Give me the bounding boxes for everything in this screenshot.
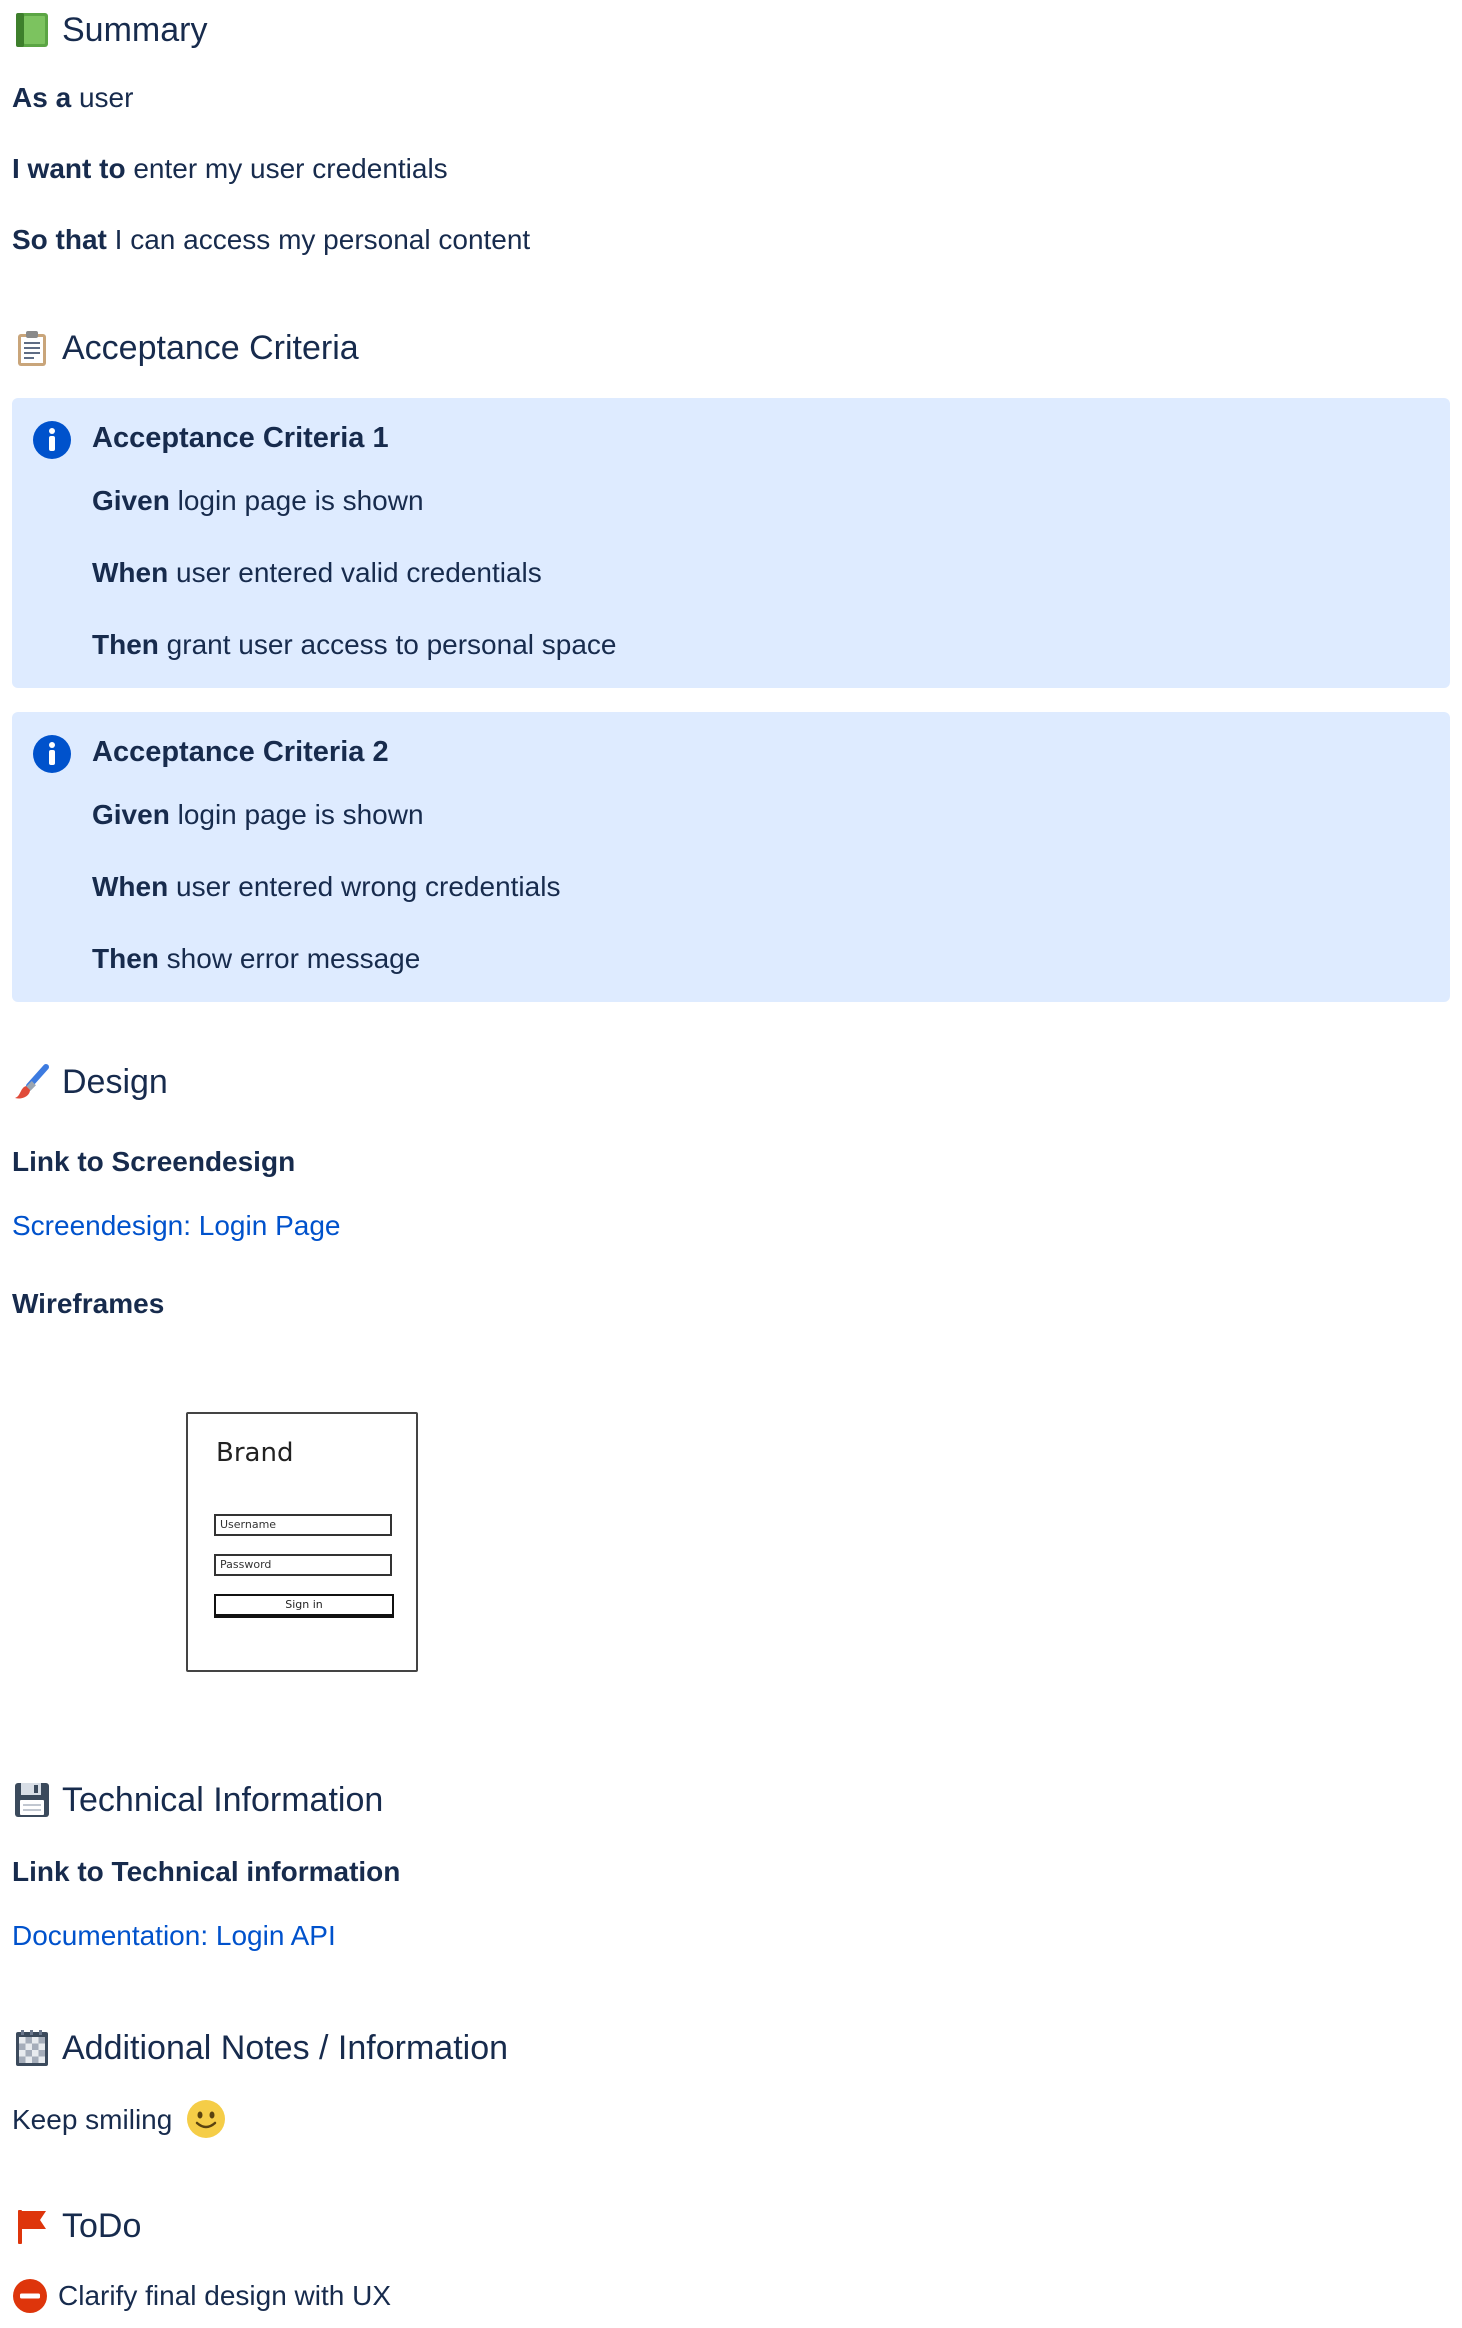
design-heading: [12, 1062, 168, 1102]
i-want-to-line: [12, 151, 448, 187]
given-value: login page is shown: [177, 485, 424, 516]
link-to-technical-information-heading: Link to Technical information: [12, 1856, 401, 1887]
red-flag-icon: [12, 2206, 52, 2246]
wireframe-password-field: Password: [214, 1554, 392, 1576]
given-line: [92, 483, 424, 519]
todo-item: [12, 2278, 391, 2314]
when-line: [92, 869, 560, 905]
then-label: Then: [92, 943, 159, 974]
wireframe-signin-button: Sign in: [214, 1594, 394, 1618]
summary-heading-text: Summary: [62, 11, 208, 49]
summary-heading: [12, 10, 207, 50]
minus-circle-icon: [12, 2278, 48, 2314]
technical-information-heading: [12, 1780, 383, 1820]
todo-item-text: Clarify final design with UX: [58, 2280, 392, 2311]
additional-notes-heading-text: Additional Notes / Information: [62, 2029, 509, 2067]
screendesign-login-page-link[interactable]: Screendesign: Login Page: [12, 1210, 341, 1241]
i-want-to-label: I want to: [12, 153, 126, 184]
todo-heading: [12, 2206, 141, 2246]
given-line: [92, 797, 424, 833]
keep-smiling-line: [12, 2102, 226, 2139]
then-line: [92, 941, 420, 977]
smiley-face-icon: [186, 2099, 226, 2139]
criteria-title: Acceptance Criteria 1: [92, 422, 389, 454]
technical-information-heading-text: Technical Information: [62, 1781, 384, 1819]
todo-heading-text: ToDo: [62, 2207, 142, 2245]
then-value: show error message: [166, 943, 421, 974]
then-label: Then: [92, 629, 159, 660]
floppy-disk-icon: [12, 1780, 52, 1820]
paintbrush-icon: [12, 1062, 52, 1102]
as-a-line: [12, 80, 133, 116]
login-wireframe-image[interactable]: [186, 1412, 418, 1672]
when-value: user entered wrong credentials: [176, 871, 561, 902]
when-line: [92, 555, 542, 591]
criteria-title: Acceptance Criteria 2: [92, 736, 389, 768]
given-value: login page is shown: [177, 799, 424, 830]
i-want-to-value: enter my user credentials: [133, 153, 448, 184]
keep-smiling-text: Keep smiling: [12, 2104, 173, 2135]
so-that-value: I can access my personal content: [114, 224, 531, 255]
acceptance-criteria-panel-2: [12, 712, 1450, 1002]
acceptance-criteria-heading: [12, 328, 359, 368]
when-label: When: [92, 557, 169, 588]
when-label: When: [92, 871, 169, 902]
clipboard-icon: [12, 328, 52, 368]
info-icon: [32, 734, 72, 774]
documentation-login-api-link[interactable]: Documentation: Login API: [12, 1920, 336, 1951]
then-value: grant user access to personal space: [166, 629, 617, 660]
additional-notes-heading: [12, 2028, 508, 2068]
green-book-icon: [12, 10, 52, 50]
acceptance-criteria-panel-1: [12, 398, 1450, 688]
acceptance-criteria-heading-text: Acceptance Criteria: [62, 329, 359, 367]
notepad-icon: [12, 2028, 52, 2068]
wireframes-heading: Wireframes: [12, 1288, 165, 1319]
then-line: [92, 627, 616, 663]
given-label: Given: [92, 485, 170, 516]
when-value: user entered valid credentials: [176, 557, 542, 588]
link-to-screendesign-heading: Link to Screendesign: [12, 1146, 296, 1177]
given-label: Given: [92, 799, 170, 830]
so-that-label: So that: [12, 224, 107, 255]
as-a-label: As a: [12, 82, 72, 113]
design-heading-text: Design: [62, 1063, 168, 1101]
wireframe-username-field: Username: [214, 1514, 392, 1536]
info-icon: [32, 420, 72, 460]
as-a-value: user: [78, 82, 134, 113]
wireframe-brand: Brand: [216, 1438, 294, 1468]
so-that-line: [12, 222, 530, 258]
